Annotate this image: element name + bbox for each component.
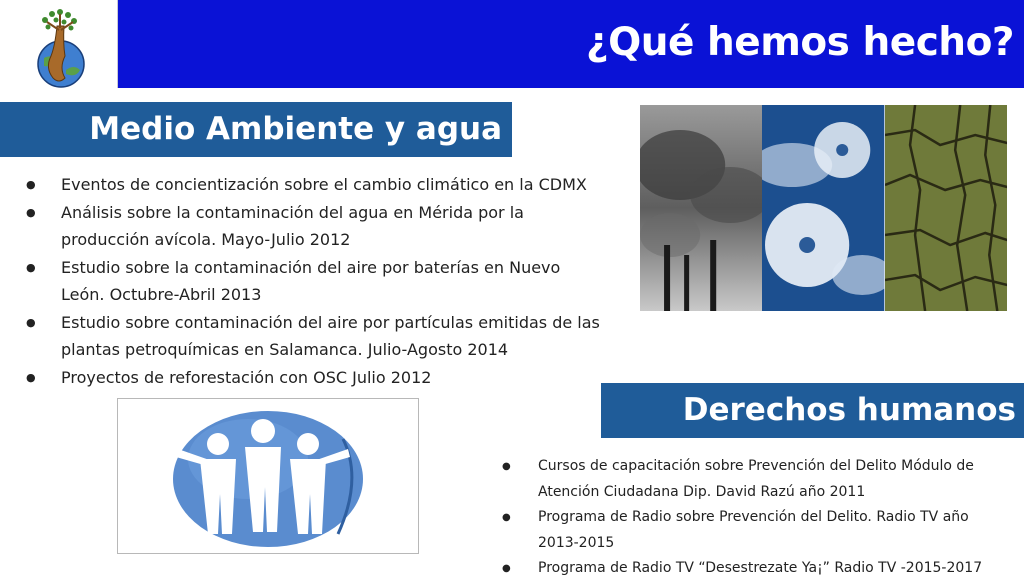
list-item: ● Cursos de capacitación sobre Prevención del Delito Módulo de Atención Ciudadana Dip. David Razú año 2011: [500, 454, 990, 505]
cracked-earth-photo: [885, 105, 1007, 311]
list-item: ● Estudio sobre la contaminación del aire por baterías en Nuevo León. Octubre-Abril 2013: [26, 254, 606, 309]
list-item: ● Programa de Radio TV “Desestrezate Ya¡” Radio TV -2015-2017: [500, 556, 990, 582]
list-item: ● Análisis sobre la contaminación del agua en Mérida por la producción avícola. Mayo-Julio 2012: [26, 199, 606, 254]
section-header-human-rights: [601, 383, 1024, 438]
section-header-environment: [0, 102, 512, 157]
list-item: ● Programa de Radio sobre Prevención del Delito. Radio TV año 2013-2015: [500, 505, 990, 556]
section-title-human-rights: Derechos humanos: [682, 392, 1016, 428]
tree-globe-logo-icon: [0, 0, 117, 88]
list-item: ● Estudio sobre contaminación del aire por partículas emitidas de las plantas petroquímicas en Salamanca. Julio-Agosto 2014: [26, 309, 606, 364]
environment-list: [26, 171, 606, 391]
environment-photo-collage: [640, 105, 1007, 311]
human-rights-list: [500, 454, 990, 582]
list-item: ● Proyectos de reforestación con OSC Julio 2012: [26, 364, 606, 392]
people-holding-hands-icon: [118, 399, 418, 553]
hurricane-photo: [762, 105, 884, 311]
page-title: ¿Qué hemos hecho?: [585, 20, 1014, 65]
organization-logo: [0, 0, 118, 88]
list-item: ● Eventos de concientización sobre el cambio climático en la CDMX: [26, 171, 606, 199]
section-title-environment: Medio Ambiente y agua: [89, 111, 502, 147]
smokestacks-photo: [640, 105, 762, 311]
human-rights-logo: [117, 398, 419, 554]
